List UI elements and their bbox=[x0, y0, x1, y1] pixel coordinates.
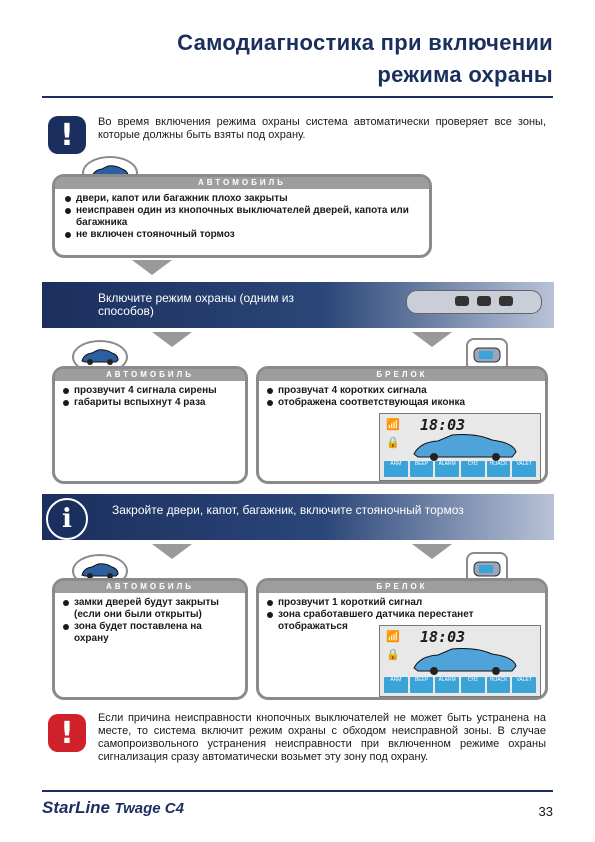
fob-lcd-screen bbox=[379, 625, 541, 697]
lcd-button: HIJACK bbox=[487, 461, 511, 477]
section1-header: АВТОМОБИЛЬ bbox=[55, 177, 429, 189]
list-item: прозвучит 4 сигнала сирены bbox=[61, 385, 239, 397]
fob-lcd-screen bbox=[379, 413, 541, 481]
exclamation-icon: ! bbox=[48, 116, 86, 154]
section1-list bbox=[63, 193, 421, 241]
model-name: Twage C4 bbox=[114, 800, 184, 817]
section3-car-header: АВТОМОБИЛЬ bbox=[55, 581, 245, 593]
car-icon bbox=[410, 432, 520, 462]
page-title-line2: режима охраны bbox=[377, 62, 553, 87]
arrow-down-icon bbox=[132, 260, 172, 275]
section2-car-box bbox=[52, 366, 248, 484]
arrow-down-icon bbox=[152, 332, 192, 347]
list-item: отображена соответствующая иконка bbox=[265, 397, 539, 409]
lcd-button-row bbox=[384, 461, 536, 477]
lcd-button: ARM bbox=[384, 677, 408, 693]
section3-car-list bbox=[61, 597, 239, 645]
antenna-icon: 📶 bbox=[386, 419, 400, 431]
note-text: Если причина неисправности кнопочных выключателей не может быть устранена на месте, то система включит режим охраны с обходом неисправной зоны. В случае самопроизвольного устранения неисправности при включенном режиме охраны сигнализация сразу автоматически возьмет эту зону под охрану. bbox=[98, 712, 546, 763]
lcd-button: HIJACK bbox=[487, 677, 511, 693]
section3-fob-box bbox=[256, 578, 548, 700]
lcd-button: ALARM bbox=[435, 677, 459, 693]
section2-car-header: АВТОМОБИЛЬ bbox=[55, 369, 245, 381]
info-icon: i bbox=[46, 498, 88, 540]
lock-icon: 🔒 bbox=[386, 649, 400, 661]
lcd-button: CH2 bbox=[461, 677, 485, 693]
lcd-time: 18:03 bbox=[420, 628, 466, 646]
lcd-button: BEEP bbox=[410, 461, 434, 477]
title-rule bbox=[42, 96, 553, 98]
list-item: прозвучат 4 коротких сигнала bbox=[265, 385, 539, 397]
lcd-button: ALARM bbox=[435, 461, 459, 477]
list-item: зона сработавшего датчика перестанет отображаться bbox=[265, 609, 539, 633]
list-item: неисправен один из кнопочных выключателей дверей, капота или багажника bbox=[63, 205, 421, 229]
list-item: зона будет поставлена на охрану bbox=[61, 621, 239, 645]
banner-arm-text: Включите режим охраны (одним из способов) bbox=[98, 291, 294, 318]
banner-close bbox=[42, 494, 554, 540]
section2-fob-box bbox=[256, 366, 548, 484]
list-item: не включен стояночный тормоз bbox=[63, 229, 421, 241]
lcd-button: VALET bbox=[512, 461, 536, 477]
intro-text: Во время включения режима охраны система автоматически проверяет все зоны, которые должны быть взяты под охрану. bbox=[98, 116, 546, 141]
exclamation-icon: ! bbox=[48, 714, 86, 752]
lcd-button-row bbox=[384, 677, 536, 693]
car-icon bbox=[410, 646, 520, 676]
lock-icon: 🔒 bbox=[386, 437, 400, 449]
list-item: габариты вспыхнут 4 раза bbox=[61, 397, 239, 409]
lcd-button: ARM bbox=[384, 461, 408, 477]
list-item: прозвучит 1 короткий сигнал bbox=[265, 597, 539, 609]
lcd-button: CH2 bbox=[461, 461, 485, 477]
footer-rule bbox=[42, 790, 553, 792]
page-number: 33 bbox=[538, 804, 553, 819]
lcd-button: BEEP bbox=[410, 677, 434, 693]
list-item: двери, капот или багажник плохо закрыты bbox=[63, 193, 421, 205]
section3-fob-header: БРЕЛОК bbox=[259, 581, 545, 593]
brand-logo: StarLine bbox=[42, 798, 111, 817]
footer-logo bbox=[42, 798, 184, 818]
arrow-down-icon bbox=[152, 544, 192, 559]
section2-fob-list bbox=[265, 385, 539, 409]
page-title-line1: Самодиагностика при включении bbox=[177, 30, 553, 55]
antenna-icon: 📶 bbox=[386, 631, 400, 643]
lcd-time: 18:03 bbox=[420, 416, 466, 434]
arrow-down-icon bbox=[412, 544, 452, 559]
section1-box bbox=[52, 174, 432, 258]
section3-car-box bbox=[52, 578, 248, 700]
section2-car-list bbox=[61, 385, 239, 409]
key-fob-icon bbox=[406, 290, 542, 314]
lcd-button: VALET bbox=[512, 677, 536, 693]
banner-close-text: Закройте двери, капот, багажник, включите стояночный тормоз bbox=[112, 503, 464, 517]
arrow-down-icon bbox=[412, 332, 452, 347]
section2-fob-header: БРЕЛОК bbox=[259, 369, 545, 381]
list-item: замки дверей будут закрыты (если они были открыты) bbox=[61, 597, 239, 621]
